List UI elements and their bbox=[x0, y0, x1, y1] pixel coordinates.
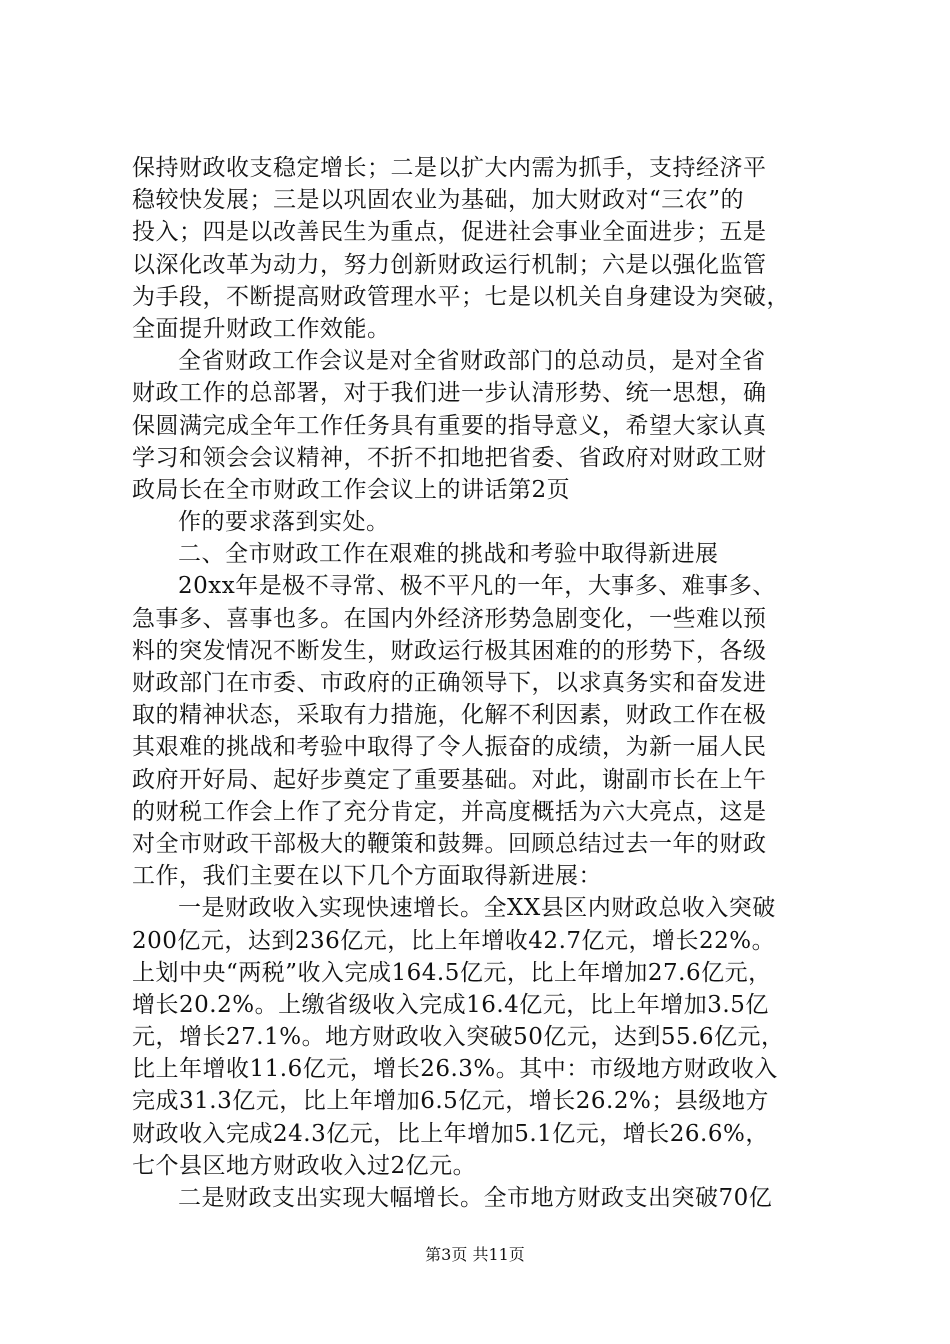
text-line: 增长20.2%。上缴省级收入完成16.4亿元，比上年增加3.5亿 bbox=[132, 991, 769, 1018]
text-line: 政府开好局、起好步奠定了重要基础。对此，谢副市长在上午 bbox=[132, 766, 767, 793]
text-line: 对全市财政干部极大的鞭策和鼓舞。回顾总结过去一年的财政 bbox=[132, 830, 767, 857]
text-line: 学习和领会会议精神，不折不扣地把省委、省政府对财政工财 bbox=[132, 444, 767, 471]
text-line: 为手段，不断提高财政管理水平；七是以机关自身建设为突破， bbox=[132, 283, 790, 310]
text-line: 财政部门在市委、市政府的正确领导下，以求真务实和奋发进 bbox=[132, 670, 767, 696]
text-line: 一是财政收入实现快速增长。全XX县区内财政总收入突破 bbox=[178, 895, 776, 922]
text-line: 元，增长27.1%。地方财政收入突破50亿元，达到55.6亿元， bbox=[132, 1024, 785, 1051]
text-line: 全面提升财政工作效能。 bbox=[132, 315, 391, 342]
body-text bbox=[132, 152, 832, 1214]
text-line: 二、全市财政工作在艰难的挑战和考验中取得新进展 bbox=[178, 541, 719, 568]
text-line: 全省财政工作会议是对全省财政部门的总动员，是对全省 bbox=[178, 348, 766, 375]
text-line: 稳较快发展；三是以巩固农业为基础，加大财政对“三农”的 bbox=[132, 187, 745, 214]
text-line: 20xx年是极不寻常、极不平凡的一年，大事多、难事多、 bbox=[178, 573, 776, 600]
text-line: 比上年增收11.6亿元，增长26.3%。其中：市级地方财政收入 bbox=[132, 1056, 778, 1083]
text-line: 保持财政收支稳定增长；二是以扩大内需为抓手，支持经济平 bbox=[132, 155, 767, 181]
text-line: 以深化改革为动力，努力创新财政运行机制；六是以强化监管 bbox=[132, 251, 767, 278]
text-line: 二是财政支出实现大幅增长。全市地方财政支出突破70亿 bbox=[178, 1185, 773, 1211]
text-line: 投入；四是以改善民生为重点，促进社会事业全面进步；五是 bbox=[132, 219, 767, 246]
text-line: 的财税工作会上作了充分肯定，并高度概括为六大亮点，这是 bbox=[132, 798, 767, 825]
text-line: 政局长在全市财政工作会议上的讲话第2页 bbox=[132, 476, 571, 503]
text-line: 工作，我们主要在以下几个方面取得新进展： bbox=[132, 863, 602, 890]
text-line: 取的精神状态，采取有力措施，化解不利因素，财政工作在极 bbox=[132, 702, 767, 729]
text-line: 上划中央“两税”收入完成164.5亿元，比上年增加27.6亿元， bbox=[132, 959, 772, 986]
text-line: 其艰难的挑战和考验中取得了令人振奋的成绩，为新一届人民 bbox=[132, 734, 767, 761]
text-line: 200亿元，达到236亿元，比上年增收42.7亿元，增长22%。 bbox=[132, 927, 776, 954]
text-line: 保圆满完成全年工作任务具有重要的指导意义，希望大家认真 bbox=[132, 412, 767, 439]
text-line: 财政工作的总部署，对于我们进一步认清形势、统一思想，确 bbox=[132, 380, 767, 407]
page-footer: 第3页 共11页 bbox=[425, 1245, 525, 1264]
text-line: 急事多、喜事也多。在国内外经济形势急剧变化，一些难以预 bbox=[132, 605, 767, 632]
text-line: 作的要求落到实处。 bbox=[178, 509, 390, 536]
text-line: 料的突发情况不断发生，财政运行极其困难的的形势下，各级 bbox=[132, 637, 767, 664]
text-line: 财政收入完成24.3亿元，比上年增加5.1亿元，增长26.6%， bbox=[132, 1120, 769, 1147]
text-line: 七个县区地方财政收入过2亿元。 bbox=[132, 1152, 477, 1179]
text-line: 完成31.3亿元，比上年增加6.5亿元，增长26.2%；县级地方 bbox=[132, 1088, 769, 1115]
